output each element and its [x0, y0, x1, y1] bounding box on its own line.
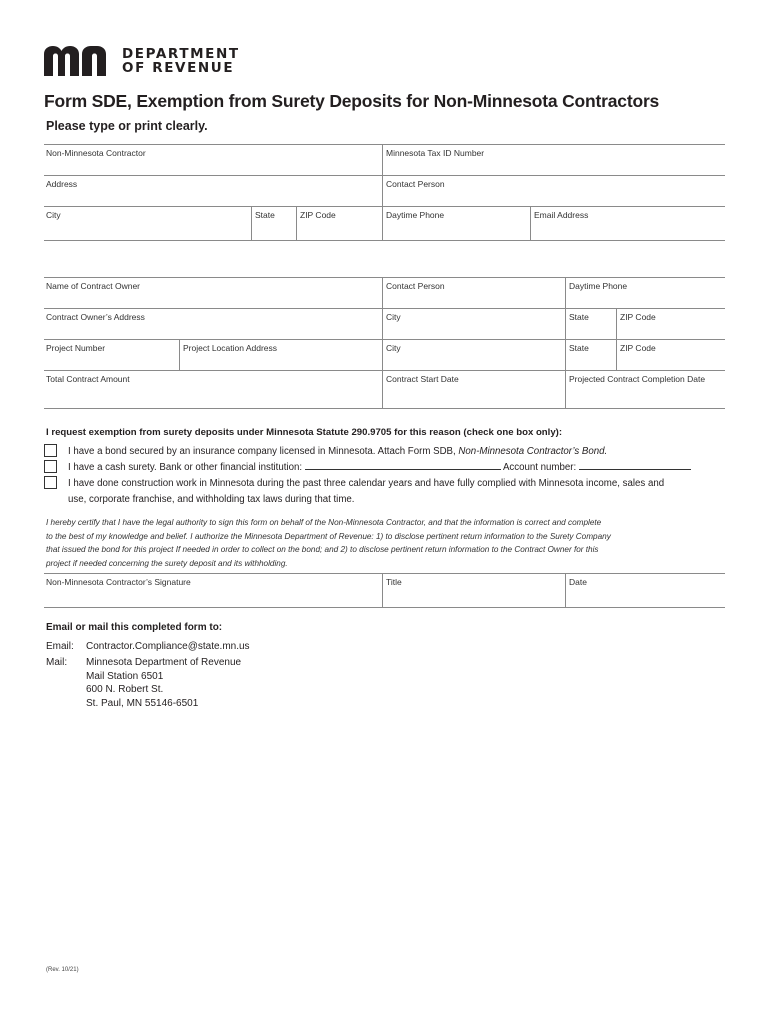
address-line: St. Paul, MN 55146-6501	[86, 697, 199, 709]
mn-logo-icon	[44, 46, 114, 76]
start-date-field[interactable]: Contract Start Date	[382, 371, 565, 408]
mn-revenue-logo	[44, 46, 240, 76]
project-state-field[interactable]: State	[565, 340, 616, 370]
cert-line: I hereby certify that I have the legal authority to sign this form on behalf of the Non-Minnesota Contractor, and that the information is correct and complete	[46, 518, 602, 527]
address-field[interactable]: Address	[46, 179, 78, 189]
owner-address-field[interactable]: Contract Owner’s Address	[46, 312, 145, 322]
form-row	[44, 309, 725, 340]
address-line: 600 N. Robert St.	[86, 684, 164, 696]
mn-tax-id-field[interactable]: Minnesota Tax ID Number	[382, 145, 725, 175]
agency-line-1: DEPARTMENT	[122, 45, 240, 62]
option-cash-text: I have a cash surety. Bank or other financial institution:	[68, 462, 303, 473]
project-location-field[interactable]: Project Location Address	[179, 340, 382, 370]
cash-checkbox[interactable]	[44, 460, 57, 473]
email-label: Email:	[46, 641, 74, 652]
address-line: Mail Station 6501	[86, 670, 164, 682]
owner-name-field[interactable]: Name of Contract Owner	[46, 281, 141, 291]
option-bond-label	[68, 444, 607, 460]
option-compliance-line1: I have done construction work in Minnesota during the past three calendar years and have fully complied with Minnesota income, sales and	[68, 478, 665, 489]
project-city-field[interactable]: City	[382, 340, 565, 370]
owner-section	[44, 277, 725, 408]
agency-line-2: OF REVENUE	[122, 60, 235, 76]
certification-text	[46, 516, 726, 570]
project-zip-field[interactable]: ZIP Code	[616, 340, 725, 370]
cert-line: to the best of my knowledge and belief. I authorize the Minnesota Department of Revenue: 1) to disclose pertinent return information to the Surety Company	[46, 531, 611, 541]
form-title: Form SDE, Exemption from Surety Deposits for Non-Minnesota Contractors	[44, 91, 660, 111]
city-field[interactable]: City	[46, 210, 61, 220]
form-row	[44, 371, 725, 409]
option-bond-text: I have a bond secured by an insurance company licensed in Minnesota. Attach Form SDB,	[68, 446, 456, 457]
email-address-field[interactable]: Email Address	[530, 207, 725, 240]
owner-state-field[interactable]: State	[565, 309, 616, 339]
form-row	[44, 574, 725, 608]
project-number-field[interactable]: Project Number	[46, 343, 106, 353]
account-number-input[interactable]	[579, 460, 691, 470]
option-compliance	[44, 476, 724, 508]
mailing-heading: Email or mail this completed form to:	[46, 622, 223, 633]
account-label: Account number:	[502, 462, 577, 473]
option-bond-form-name: Non-Minnesota Contractor’s Bond.	[458, 446, 608, 457]
signature-field[interactable]: Non-Minnesota Contractor’s Signature	[46, 577, 191, 587]
owner-phone-field[interactable]: Daytime Phone	[565, 278, 725, 308]
owner-city-field[interactable]: City	[382, 309, 565, 339]
signer-title-field[interactable]: Title	[382, 574, 565, 607]
option-cash	[44, 460, 724, 476]
mail-label: Mail:	[46, 657, 68, 668]
signature-date-field[interactable]: Date	[565, 574, 725, 607]
request-heading: I request exemption from surety deposits under Minnesota Statute 290.9705 for this reason (check one box only):	[46, 427, 563, 438]
form-row	[44, 176, 725, 207]
address-line: Minnesota Department of Revenue	[86, 657, 242, 668]
mail-address	[86, 656, 241, 710]
non-mn-contractor-field[interactable]: Non-Minnesota Contractor	[46, 148, 146, 158]
signature-section	[44, 573, 725, 607]
cert-line: that issued the bond for this project If needed in order to collect on the bond; and 2) to disclose pertinent return information to the Contract Owner for this	[46, 545, 599, 554]
zip-field[interactable]: ZIP Code	[296, 207, 382, 240]
owner-contact-field[interactable]: Contact Person	[382, 278, 565, 308]
revision-date: (Rev. 10/21)	[46, 967, 79, 973]
form-subtitle: Please type or print clearly.	[46, 119, 208, 133]
contact-person-field[interactable]: Contact Person	[382, 176, 725, 206]
form-row	[44, 207, 725, 241]
bank-input[interactable]	[305, 460, 501, 470]
option-compliance-line2: use, corporate franchise, and withholding tax laws during that time.	[68, 494, 355, 505]
agency-name	[122, 47, 240, 76]
form-row	[44, 145, 725, 176]
form-row	[44, 340, 725, 371]
cert-line: project if needed concerning the surety deposit and its withholding.	[46, 558, 288, 568]
completion-date-field[interactable]: Projected Contract Completion Date	[565, 371, 725, 408]
option-bond	[44, 444, 724, 460]
email-value: Contractor.Compliance@state.mn.us	[86, 641, 250, 652]
form-row	[44, 278, 725, 309]
owner-zip-field[interactable]: ZIP Code	[616, 309, 725, 339]
option-cash-label	[68, 460, 691, 476]
daytime-phone-field[interactable]: Daytime Phone	[382, 207, 530, 240]
total-amount-field[interactable]: Total Contract Amount	[46, 374, 130, 384]
state-field[interactable]: State	[251, 207, 296, 240]
bond-checkbox[interactable]	[44, 444, 57, 457]
compliance-checkbox[interactable]	[44, 476, 57, 489]
contractor-section	[44, 144, 725, 240]
